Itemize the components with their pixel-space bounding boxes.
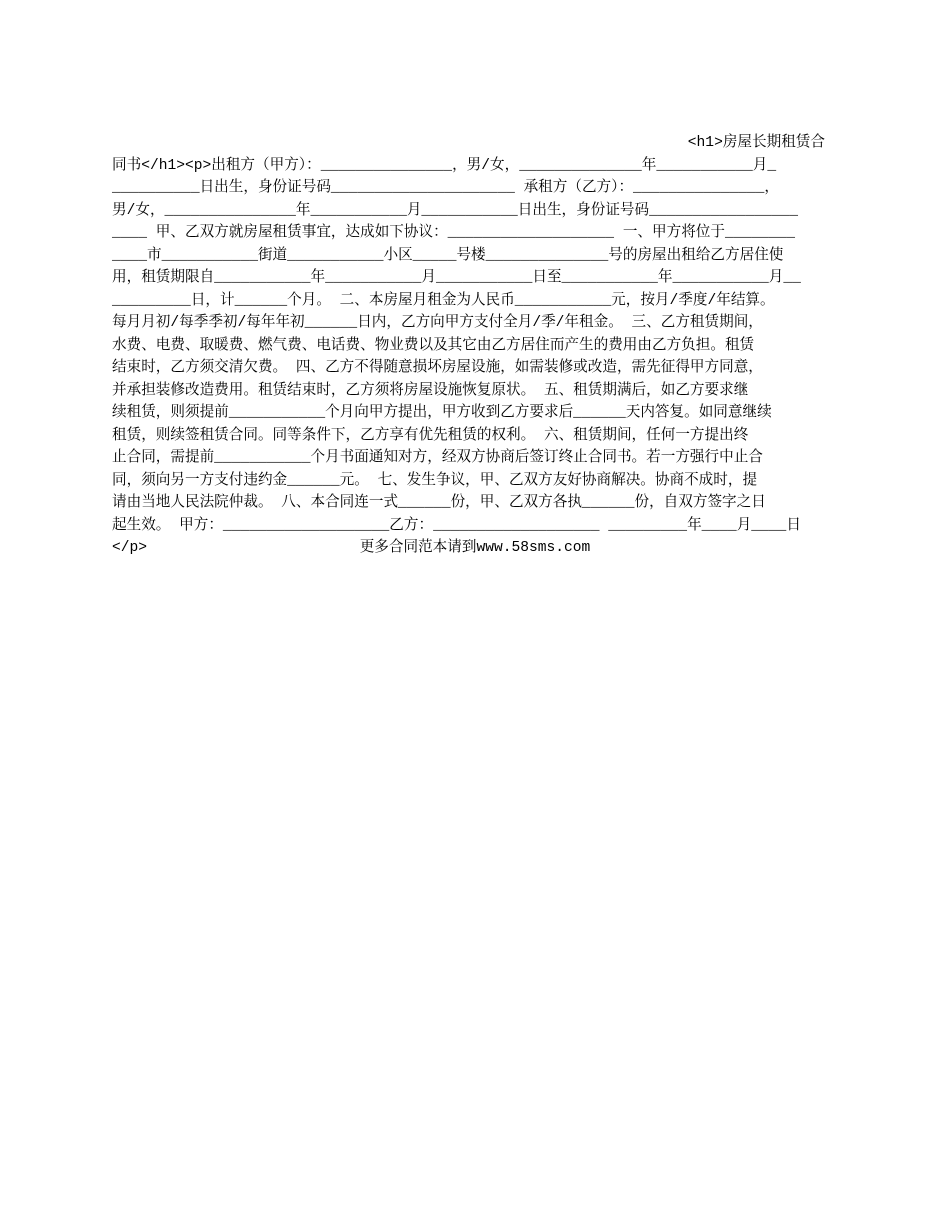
contract-text-line-9: 水费、电费、取暖费、燃气费、电话费、物业费以及其它由乙方居住而产生的费用由乙方负担。租赁 xyxy=(112,337,755,354)
contract-text-line-10: 结束时，乙方须交清欠费。 四、乙方不得随意损坏房屋设施，如需装修或改造，需先征得甲方同意， xyxy=(112,360,763,376)
contract-text-line-17: 起生效。 甲方：___________________乙方：___________________ _________年____月____日 xyxy=(112,517,801,534)
contract-text-line-8: 每月月初/每季季初/每年年初______日内，乙方向甲方支付全月/季/年租金。 三、乙方租赁期间， xyxy=(112,315,763,331)
contract-text-line-2: __________日出生，身份证号码_____________________ 承租方（乙方）：_______________， xyxy=(112,180,779,196)
contract-text-line-6: 用，租赁期限自___________年___________月___________日至___________年___________月__ xyxy=(112,270,801,286)
contract-text-line-13: 租赁，则续签租赁合同。同等条件下，乙方享有优先租赁的权利。 六、租赁期间，任何一方提出终 xyxy=(112,427,749,444)
contract-text-line-14: 止合同，需提前___________个月书面通知对方，经双方协商后签订终止合同书。若一方强行中止合 xyxy=(112,450,763,466)
contract-text-line-18: </p> xyxy=(112,540,148,556)
contract-text-line-1: 同书</h1><p>出租方（甲方）：_______________，男/女，______________年___________月_ xyxy=(112,157,777,174)
contract-text-line-16: 请由当地人民法院仲裁。 八、本合同连一式______份，甲、乙双方各执______份，自双方签字之日 xyxy=(112,495,766,511)
contract-text-line-7: _________日，计______个月。 二、本房屋月租金为人民币___________元，按月/季度/年结算。 xyxy=(112,292,775,309)
contract-title-line: <h1>房屋长期租赁合 xyxy=(687,135,825,151)
contract-text-line-3: 男/女，_______________年___________月___________日出生，身份证号码_________________ xyxy=(112,202,798,219)
contract-text-line-12: 续租赁，则须提前___________个月向甲方提出，甲方收到乙方要求后______天内答复。如同意继续 xyxy=(112,405,772,421)
contract-text-line-11: 并承担装修改造费用。租赁结束时，乙方须将房屋设施恢复原状。 五、租赁期满后，如乙方要求继 xyxy=(112,382,749,399)
contract-text-line-15: 同，须向另一方支付违约金______元。 七、发生争议，甲、乙双方友好协商解决。协商不成时，提 xyxy=(112,472,758,489)
footer-link-text: 更多合同范本请到www.58sms.com xyxy=(359,540,591,556)
contract-text-line-4: ____ 甲、乙双方就房屋租赁事宜，达成如下协议：___________________ 一、甲方将位于________ xyxy=(112,225,796,241)
contract-text-line-5: ____市___________街道___________小区_____号楼______________号的房屋出租给乙方居住使 xyxy=(112,247,784,264)
